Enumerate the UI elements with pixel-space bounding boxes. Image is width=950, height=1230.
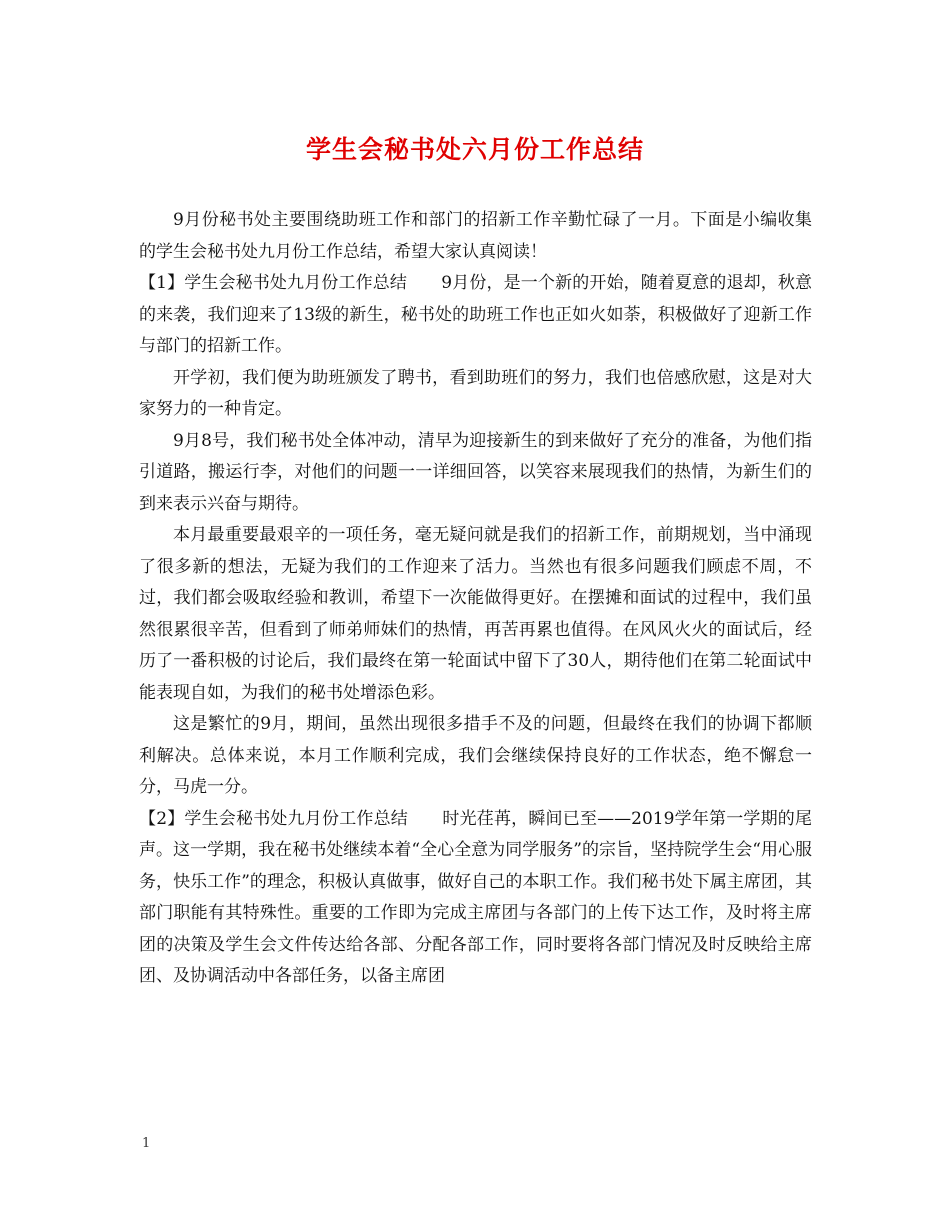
paragraph-semester-start: 开学初，我们便为助班颁发了聘书，看到助班们的努力，我们也倍感欣慰，这是对大家努力的一种肯定。 bbox=[139, 367, 812, 419]
paragraph-section-1-start: 【1】学生会秘书处九月份工作总结 9月份，是一个新的开始，随着夏意的退却，秋意的来袭，我们迎来了13级的新生，秘书处的助班工作也正如火如荼，积极做好了迎新工作与部门的招新工作。 bbox=[139, 273, 812, 356]
paragraph-recruitment: 本月最重要最艰辛的一项任务，毫无疑问就是我们的招新工作，前期规划，当中涌现了很多新的想法，无疑为我们的工作迎来了活力。当然也有很多问题我们顾虑不周，不过，我们都会吸取经验和教训，希望下一次能做得更好。在摆摊和面试的过程中，我们虽然很累很辛苦，但看到了师弟师妹们的热情，再苦再累也值得。在风风火火的面试后，经历了一番积极的讨论后，我们最终在第一轮面试中留下了30人，期待他们在第二轮面试中能表现自如，为我们的秘书处增添色彩。 bbox=[139, 525, 812, 703]
paragraph-welcome-day: 9月8号，我们秘书处全体冲动，清早为迎接新生的到来做好了充分的准备，为他们指引道路，搬运行李，对他们的问题一一详细回答，以笑容来展现我们的热情，为新生们的到来表示兴奋与期待。 bbox=[139, 430, 812, 514]
paragraph-section-2-start: 【2】学生会秘书处九月份工作总结 时光荏苒，瞬间已至——2019学年第一学期的尾声。这一学期，我在秘书处继续本着“全心全意为同学服务”的宗旨，坚持院学生会“用心服务，快乐工作”的理念，积极认真做事，做好自己的本职工作。我们秘书处下属主席团，其部门职能有其特殊性。重要的工作即为完成主席团与各部门的上传下达工作，及时将主席团的决策及学生会文件传达给各部、分配各部工作，同时要将各部门情况及时反映给主席团、及协调活动中各部任务，以备主席团 bbox=[139, 808, 812, 986]
paragraph-intro: 9月份秘书处主要围绕助班工作和部门的招新工作辛勤忙碌了一月。下面是小编收集的学生会秘书处九月份工作总结，希望大家认真阅读！ bbox=[139, 210, 812, 262]
paragraph-month-summary: 这是繁忙的9月，期间，虽然出现很多措手不及的问题，但最终在我们的协调下都顺利解决。总体来说，本月工作顺利完成，我们会继续保持良好的工作状态，绝不懈怠一分，马虎一分。 bbox=[139, 714, 812, 797]
document-body bbox=[139, 205, 812, 993]
page-number: 1 bbox=[142, 1136, 151, 1151]
page-title: 学生会秘书处六月份工作总结 bbox=[305, 135, 644, 164]
